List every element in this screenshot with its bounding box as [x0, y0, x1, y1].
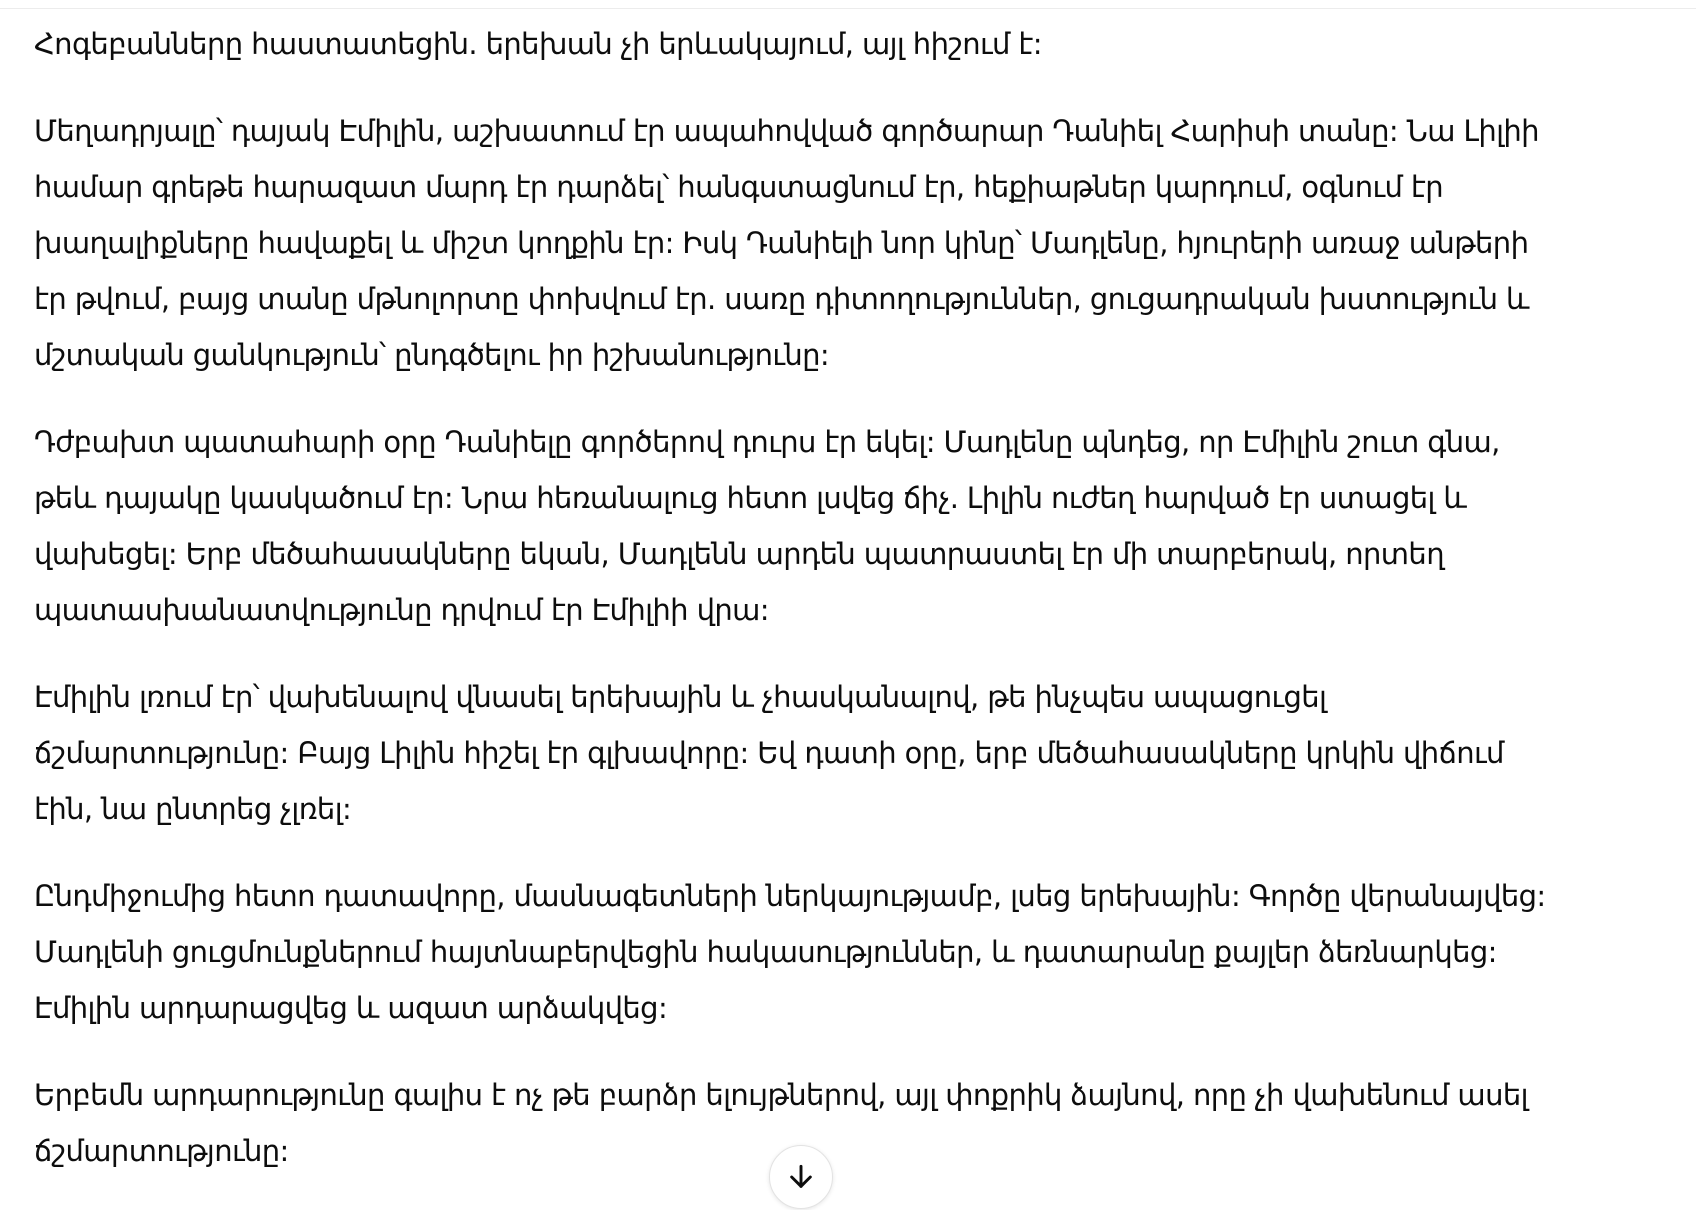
message-paragraph-3: Դժբախտ պատահարի օրը Դանիելը գործերով դուրս էր եկել: Մադլենը պնդեց, որ Էմիլին շուտ գնա, թեև դայակը կասկածում էր: Նրա հեռանալուց հետո լսվեց ճիչ. Լիլին ուժեղ հարված էր ստացել և վախեցել: Երբ մեծահասակները եկան, Մադլենն արդեն պատրաստել էր մի տարբերակ, որտեղ պատասխանատվությունը դրվում էր Էմիլիի վրա: — [34, 425, 1500, 627]
arrow-down-icon — [785, 1161, 817, 1193]
assistant-message — [34, 16, 1634, 1210]
message-paragraph-1: Հոգեբանները հաստատեցին. երեխան չի երևակայում, այլ հիշում է: — [34, 27, 1042, 61]
message-paragraph-4: Էմիլին լռում էր՝ վախենալով վնասել երեխային և չհասկանալով, թե ինչպես ապացուցել ճշմարտությունը: Բայց Լիլին հիշել էր գլխավորը: Եվ դատի օրը, երբ մեծահասակները կրկին վիճում էին, նա ընտրեց չլռել: — [34, 680, 1504, 826]
top-divider — [0, 8, 1696, 9]
message-paragraph-6: Երբեմն արդարությունը գալիս է ոչ թե բարձր ելույթներով, այլ փոքրիկ ձայնով, որը չի վախենում ասել ճշմարտությունը: — [34, 1078, 1528, 1168]
message-paragraph-2: Մեղադրյալը՝ դայակ Էմիլին, աշխատում էր ապահովված գործարար Դանիել Հարիսի տանը: Նա Լիլիի համար գրեթե հարազատ մարդ էր դարձել՝ հանգստացնում էր, հեքիաթներ կարդում, օգնում էր խաղալիքները հավաքել և միշտ կողքին էր: Իսկ Դանիելի նոր կինը՝ Մադլենը, հյուրերի առաջ անթերի էր թվում, բայց տանը մթնոլորտը փոխվում էր. սառը դիտողություններ, ցուցադրական խստություն և մշտական ցանկություն՝ ընդգծելու իր իշխանությունը: — [34, 114, 1539, 372]
scroll-to-bottom-button[interactable] — [769, 1145, 833, 1209]
message-paragraph-5: Ընդմիջումից հետո դատավորը, մասնագետների ներկայությամբ, լսեց երեխային: Գործը վերանայվեց: Մադլենի ցուցմունքներում հայտնաբերվեցին հակասություններ, և դատարանը քայլեր ձեռնարկեց: Էմիլին արդարացվեց և ազատ արձակվեց: — [34, 879, 1546, 1025]
